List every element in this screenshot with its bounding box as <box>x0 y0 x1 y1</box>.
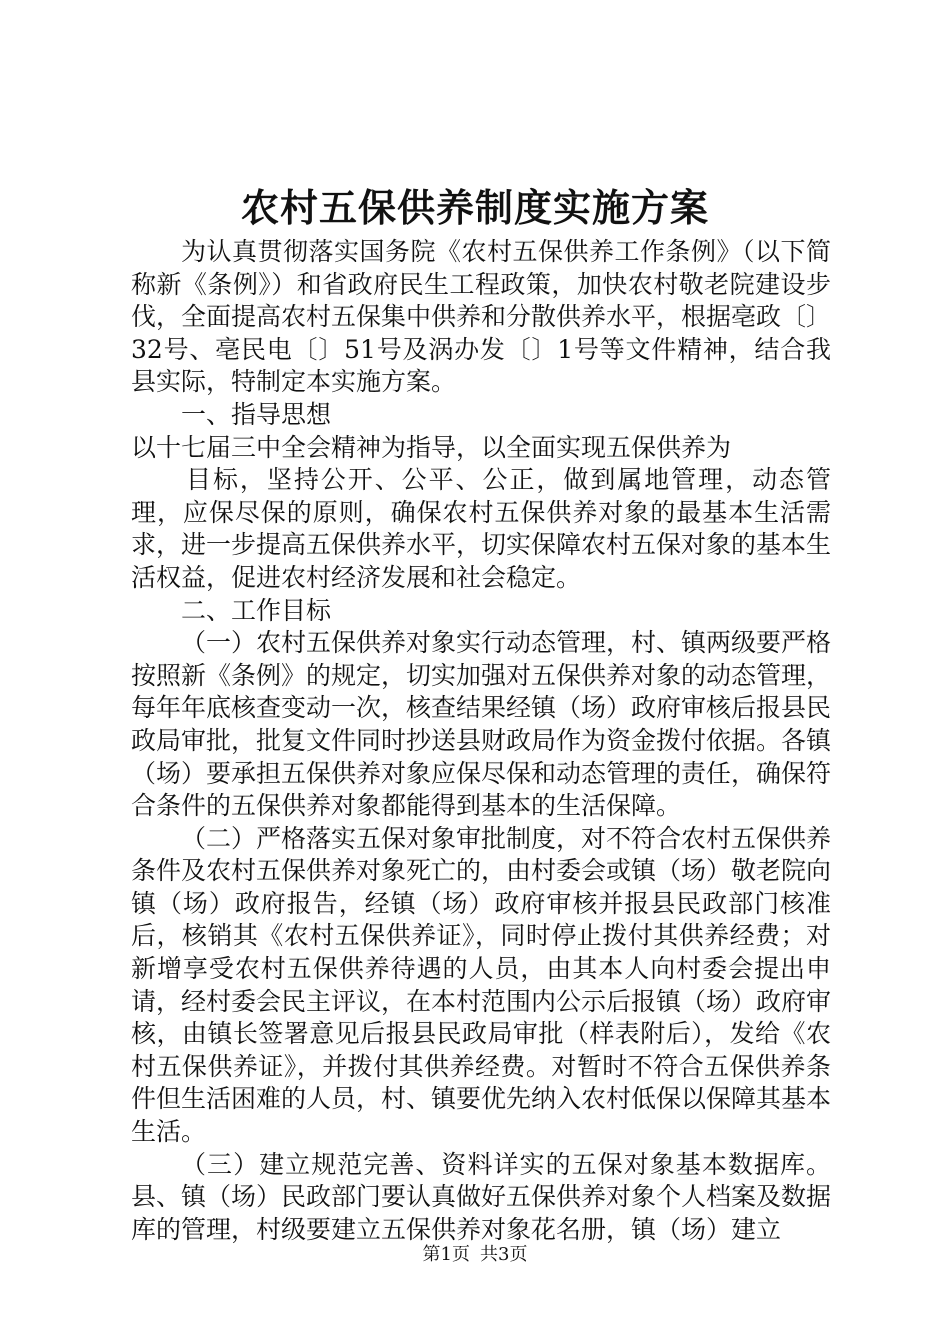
document-body <box>131 236 831 1246</box>
goal-paragraph-2: （二）严格落实五保对象审批制度，对不符合农村五保供养条件及农村五保供养对象死亡的，由村委会或镇（场）敬老院向镇（场）政府报告，经镇（场）政府审核并报县民政部门核准后，核销其《农村五保供养证》，同时停止拨付其供养经费；对新增享受农村五保供养待遇的人员，由其本人向村委会提出申请，经村委会民主评议，在本村范围内公示后报镇（场）政府审核，由镇长签署意见后报县民政局审批（样表附后），发给《农村五保供养证》，并拨付其供养经费。对暂时不符合五保供养条件但生活困难的人员，村、镇要优先纳入农村低保以保障其基本生活。 <box>131 823 832 1147</box>
page-number: 第1页 <box>422 1244 470 1265</box>
page-footer <box>0 1243 950 1267</box>
intro-paragraph: 为认真贯彻落实国务院《农村五保供养工作条例》（以下简称新《条例》）和省政府民生工程政策，加快农村敬老院建设步伐，全面提高农村五保集中供养和分散供养水平，根据亳政〔〕32号、亳民电〔〕51号及涡办发〔〕1号等文件精神，结合我县实际，特制定本实施方案。 <box>131 237 832 397</box>
section-heading-guiding-thought: 一、指导思想 <box>181 399 332 429</box>
document-title: 农村五保供养制度实施方案 <box>240 185 709 230</box>
guiding-thought-paragraph-start: 以十七届三中全会精神为指导，以全面实现五保供养为 <box>131 432 732 462</box>
section-heading-work-goals: 二、工作目标 <box>181 595 332 625</box>
goal-paragraph-3: （三）建立规范完善、资料详实的五保对象基本数据库。县、镇（场）民政部门要认真做好五保供养对象个人档案及数据库的管理，村级要建立五保供养对象花名册，镇（场）建立 <box>131 1149 832 1244</box>
page-total: 共3页 <box>480 1244 528 1265</box>
guiding-thought-paragraph-cont: 目标，坚持公开、公平、公正，做到属地管理，动态管理，应保尽保的原则，确保农村五保供养对象的最基本生活需求，进一步提高五保供养水平，切实保障农村五保对象的基本生活权益，促进农村经济发展和社会稳定。 <box>131 465 832 592</box>
goal-paragraph-1: （一）农村五保供养对象实行动态管理，村、镇两级要严格按照新《条例》的规定，切实加强对五保供养对象的动态管理，每年年底核查变动一次，核查结果经镇（场）政府审核后报县民政局审批，批复文件同时抄送县财政局作为资金拨付依据。各镇（场）要承担五保供养对象应保尽保和动态管理的责任，确保符合条件的五保供养对象都能得到基本的生活保障。 <box>131 628 832 821</box>
